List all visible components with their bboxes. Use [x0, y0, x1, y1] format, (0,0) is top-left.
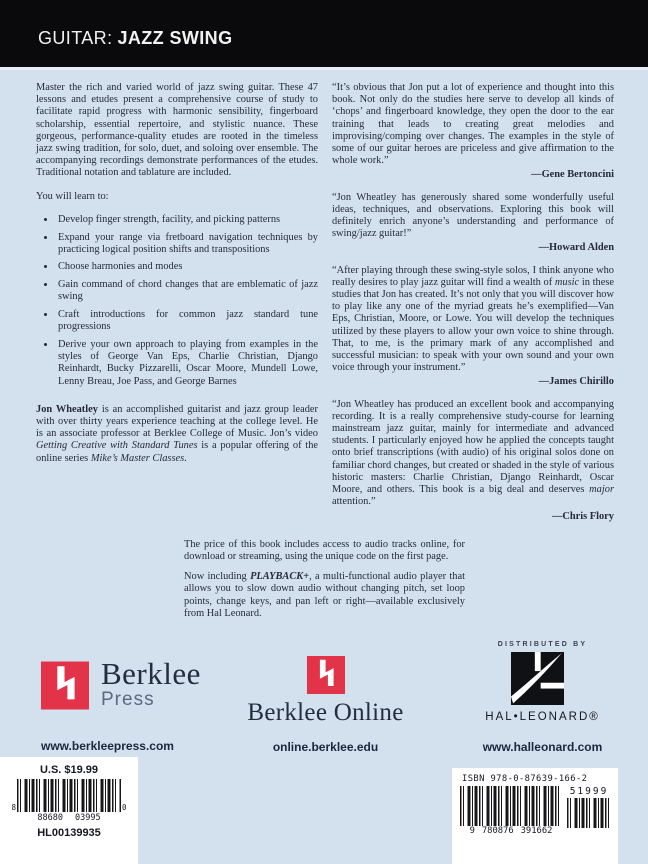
- book-title-main: JAZZ SWING: [117, 28, 233, 48]
- learn-list: [56, 214, 318, 388]
- upc-bars: [17, 779, 121, 812]
- learn-item: • Gain command of chord changes that are emblematic of jazz swing: [56, 279, 318, 303]
- quote-emphasis: music: [554, 276, 580, 288]
- quote-attribution: —Chris Flory: [551, 510, 614, 522]
- quote: [332, 399, 614, 523]
- audio-access-note: [184, 539, 465, 627]
- ean-addon-barcode: [567, 786, 611, 828]
- learn-heading: You will learn to:: [36, 190, 109, 202]
- bio-series-title: Mike’s Master Classes: [90, 452, 185, 464]
- upc-digit-right: 0: [122, 803, 127, 812]
- intro-paragraph: Master the rich and varied world of jazz swing guitar. These 47 lessons and etudes present a comprehensive course of study to facilitate rapid progress with harmonic sensibility, fingerboard scholarship, essential repertoire, and stylistic nuance. These gorgeous, performance-quality etudes are rooted in the timeless jazz swing tradition, for solo, duet, and soloing over ensemble. The accompanying recordings demonstrate performances of the etudes. Traditional notation and tablature are included.: [36, 82, 318, 179]
- quote-text: “Jon Wheatley has generously shared some wonderfully useful ideas, techniques, and observations. Exploring this book will definitely enrich anyone’s understanding and performance of swing/jazz guitar!”: [332, 191, 614, 240]
- ean-addon-bars: [567, 798, 611, 828]
- ean-main-barcode: [460, 786, 562, 836]
- header-divider: [0, 67, 648, 70]
- hl-catalog-number: HL00139935: [37, 827, 101, 839]
- upc-barcode: [0, 779, 138, 812]
- right-column: [332, 82, 614, 533]
- hal-leonard-icon: [509, 652, 566, 705]
- playback-text: , a multi-functional audio player that allows you to slow down audio without changing pitch, set loop points, change keys, and pan left or right—available exclusively from Hal Leonard.: [184, 570, 465, 620]
- quote: [332, 265, 614, 389]
- berklee-press-wordmark: [101, 658, 201, 710]
- book-title-prefix: GUITAR:: [38, 28, 113, 48]
- bio-text: is a popular offering of the online series: [36, 440, 318, 464]
- quote: [332, 192, 614, 255]
- ean-digit-group: 780876: [481, 826, 514, 836]
- isbn-box: [452, 768, 618, 864]
- book-title: [38, 28, 232, 49]
- ean-digit-group: 391662: [520, 826, 553, 836]
- berklee-online-url: online.berklee.edu: [272, 740, 379, 754]
- quote-emphasis: major: [589, 484, 614, 496]
- berkleepress-url: www.berkleepress.com: [41, 739, 174, 753]
- price-box: [0, 757, 138, 864]
- quote-text-part: in these studies that Jon has created. It’s not only that you will discover how to play like any one of the myriad greats he’s exemplified—Van Eps, Christian, Moore, or Lowe. You will develop the techniques utilized by these players to allow your own voice to shine through. That, to me, is the primary mark of any accomplished and successful musician: to speak with your own sound and your own voice through your instrument.”: [332, 276, 614, 374]
- quote-text: “It’s obvious that Jon put a lot of experience and thought into this book. Not only do the studies here serve to develop all kinds of ‘chops’ and fingerboard knowledge, they open the door to the ear training that leads to creating great melodies and improvising/comping over changes. The examples in the style of some of our guitar heroes are priceless and give affirmation to the whole work.”: [332, 82, 614, 167]
- body-columns: [36, 82, 614, 533]
- berklee-online-wordmark: Berklee Online: [247, 699, 404, 726]
- learn-item: • Develop finger strength, facility, and picking patterns: [56, 214, 318, 226]
- bio-text: is an accomplished guitarist and jazz group leader with over thirty years experience teaching at the college level. He is an associate professor at Berklee College of Music. Jon’s video: [36, 403, 318, 440]
- author-bio: [36, 404, 318, 465]
- publisher-logos: [0, 636, 648, 766]
- quote-attribution: —Gene Bertoncini: [531, 169, 614, 181]
- quote-text-part: “After playing through these swing-style solos, I think anyone who really desires to play jazz guitar will find a wealth of: [332, 264, 614, 288]
- berklee-press-sub: Press: [101, 689, 155, 710]
- playback-note-paragraph: [184, 571, 465, 621]
- ean-digits: [460, 826, 562, 836]
- quote-text-part: attention.”: [332, 496, 376, 508]
- quote-text: [332, 399, 614, 509]
- learn-item: • Craft introductions for common jazz standard tune progressions: [56, 309, 318, 333]
- upc-digit-group: 88680: [37, 813, 63, 823]
- ean-barcode: [460, 786, 610, 836]
- audio-note-paragraph: The price of this book includes access to audio tracks online, for download or streaming, using the unique code on the first page.: [184, 539, 465, 563]
- header-bar: [0, 0, 648, 67]
- learn-item: • Expand your range via fretboard navigation techniques by practicing logical position shifts and transpositions: [56, 232, 318, 256]
- playback-text: Now including: [184, 570, 251, 582]
- bio-video-title: Getting Creative with Standard Tunes: [36, 440, 198, 452]
- upc-digits: [0, 813, 138, 823]
- ean-addon-label: 51999: [569, 786, 609, 797]
- hal-leonard-wordmark: HAL•LEONARD®: [485, 711, 600, 723]
- quote-attribution: —James Chirillo: [538, 376, 614, 388]
- quote-attribution: —Howard Alden: [538, 242, 614, 254]
- halleonard-url: www.halleonard.com: [482, 740, 603, 754]
- playback-brand: PLAYBACK+: [250, 570, 310, 582]
- price-label: U.S. $19.99: [39, 764, 99, 776]
- berklee-b-icon: [41, 661, 89, 710]
- author-name: Jon Wheatley: [36, 403, 98, 415]
- learn-item: • Choose harmonies and modes: [56, 261, 318, 273]
- berklee-press-name: Berklee: [101, 656, 201, 691]
- distributed-by-label: DISTRIBUTED BY: [497, 641, 588, 648]
- quote-text: [332, 265, 614, 375]
- ean-bars: [460, 786, 562, 826]
- quote: [332, 82, 614, 182]
- bio-text: .: [184, 452, 187, 464]
- left-column: [36, 82, 318, 533]
- berklee-online-b-icon: [307, 656, 345, 695]
- isbn-label: ISBN 978-0-87639-166-2: [462, 774, 588, 784]
- upc-digit-left: 8: [11, 803, 16, 812]
- ean-digit-group: 9: [469, 826, 475, 836]
- learn-item: • Derive your own approach to playing from examples in the styles of George Van Eps, Charlie Christian, Django Reinhardt, Bucky Pizzarelli, Oscar Moore, Mundell Lowe, Lenny Breau, Joe Pass, and George Barnes: [56, 339, 318, 388]
- quote-text-part: “Jon Wheatley has produced an excellent book and accompanying recording. It is a really comprehensive study-course for learning mainstream jazz guitar, mainly for intermediate and advanced students. I particularly enjoyed how he applied the concepts taught onto brief transcriptions (with audio) of his original solos done on familiar chord changes, but created or shaded in the style of various historic masters: Charlie Christian, Django Reinhardt, Oscar Moore, and others. This book is a big deal and deserves: [332, 398, 614, 496]
- upc-digit-group: 03995: [75, 813, 101, 823]
